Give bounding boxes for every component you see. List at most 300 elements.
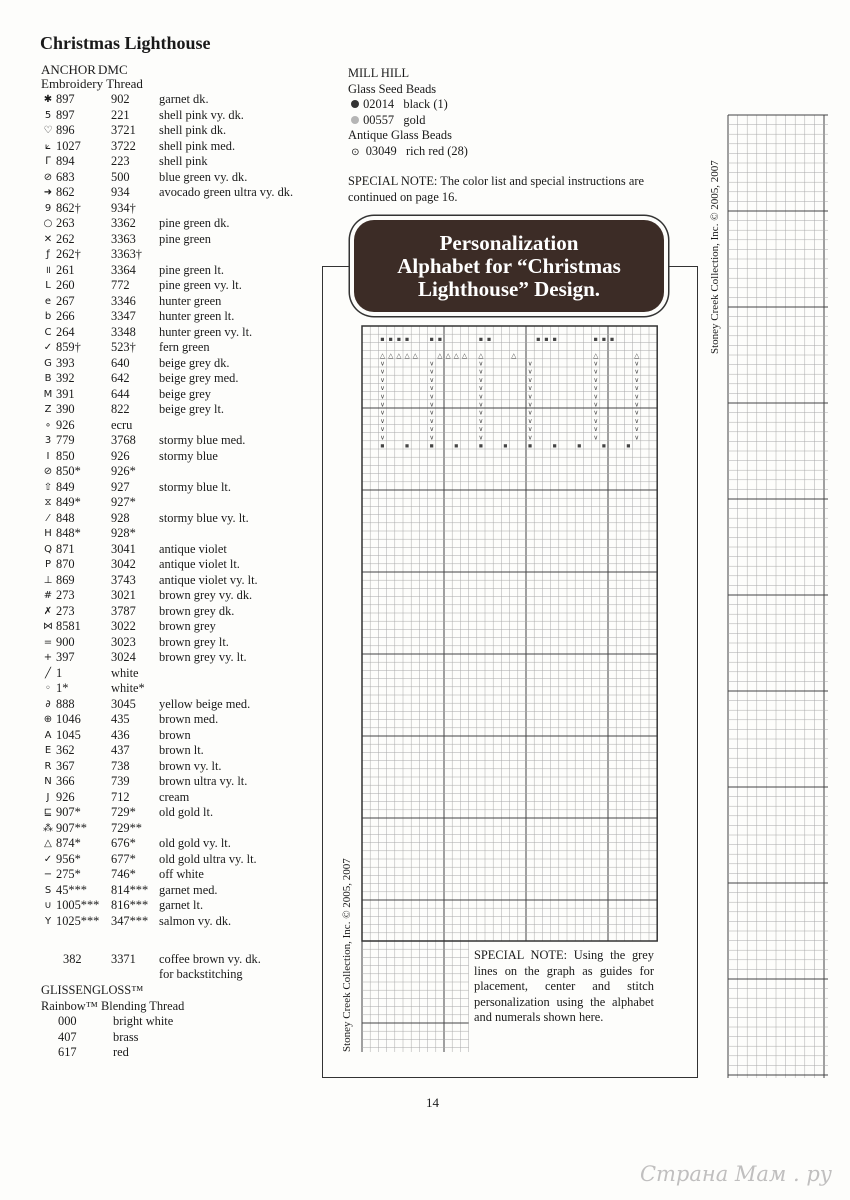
symbol-icon: B (44, 373, 52, 384)
dmc-header: DMC (98, 62, 128, 77)
svg-text:∨: ∨ (429, 408, 435, 417)
svg-text:∨: ∨ (478, 367, 484, 376)
dmc-code: 642 (111, 371, 130, 385)
svg-text:∨: ∨ (429, 384, 435, 393)
anchor-code: 870 (56, 557, 75, 571)
svg-text:∨: ∨ (429, 433, 435, 442)
dmc-code: 3347 (111, 309, 136, 323)
svg-text:▪: ▪ (544, 334, 549, 343)
color-name: cream (159, 789, 190, 804)
dmc-code: 822 (111, 402, 130, 416)
glissen-code: 000 (58, 1014, 77, 1028)
svg-text:△: △ (478, 351, 484, 360)
anchor-code: 849* (56, 495, 81, 509)
color-name: brown grey vy. dk. (159, 588, 253, 602)
anchor-code: 859† (56, 340, 81, 354)
svg-text:∨: ∨ (380, 433, 385, 442)
svg-text:∨: ∨ (478, 425, 484, 434)
bead-code: 03049 (365, 143, 397, 158)
color-name: beige grey med. (159, 371, 239, 385)
glissen-name: bright white (113, 1014, 174, 1028)
dmc-code: 3722 (111, 138, 136, 153)
svg-text:∨: ∨ (478, 400, 484, 409)
svg-text:∨: ∨ (634, 416, 640, 425)
color-name: brown grey dk. (159, 603, 235, 618)
dmc-code: 644 (111, 386, 130, 401)
anchor-code: 397 (56, 650, 75, 664)
dmc-code: 927* (111, 495, 136, 509)
svg-text:▪: ▪ (380, 334, 385, 343)
anchor-code: 907* (56, 805, 81, 819)
svg-text:▪: ▪ (429, 441, 434, 450)
anchor-code: 779 (56, 433, 75, 447)
svg-text:∨: ∨ (634, 408, 640, 417)
page-number: 14 (426, 1095, 439, 1110)
color-name: old gold vy. lt. (159, 836, 231, 850)
color-name: brown med. (159, 712, 219, 726)
anchor-code: 894 (56, 154, 75, 168)
page-title: Christmas Lighthouse (40, 33, 211, 53)
svg-text:∨: ∨ (429, 375, 435, 384)
color-name: stormy blue (159, 448, 218, 463)
svg-text:∨: ∨ (527, 359, 533, 368)
symbol-icon: ⊘ (43, 171, 53, 183)
dmc-code: 3024 (111, 650, 136, 664)
svg-text:△: △ (462, 351, 467, 360)
anchor-code: 266 (56, 309, 75, 323)
glissen-name: brass (113, 1029, 139, 1044)
svg-text:▪: ▪ (601, 334, 607, 343)
symbol-icon: 9 (44, 202, 52, 214)
personalization-banner (354, 220, 664, 312)
dmc-code: 3021 (111, 588, 136, 602)
color-name: hunter green lt. (159, 309, 235, 323)
svg-text:∨: ∨ (593, 392, 599, 401)
svg-text:∨: ∨ (634, 375, 640, 384)
mill-hill-subtitle: Glass Seed Beads (348, 81, 437, 96)
dmc-code: 3041 (111, 541, 136, 556)
svg-text:▪: ▪ (577, 441, 582, 450)
svg-text:∨: ∨ (527, 392, 533, 401)
anchor-code: 367 (56, 758, 75, 773)
symbol-icon: ∂ (45, 698, 51, 710)
svg-text:∨: ∨ (527, 416, 533, 425)
anchor-code: 262† (56, 247, 81, 261)
svg-text:∨: ∨ (380, 367, 385, 376)
color-name: hunter green vy. lt. (159, 324, 253, 339)
svg-text:▪: ▪ (626, 441, 631, 450)
color-name: fern green (159, 340, 210, 354)
symbol-icon: ⊑ (43, 807, 53, 818)
anchor-code: 862† (56, 200, 81, 215)
symbol-icon: ✱ (43, 94, 53, 105)
svg-text:∨: ∨ (593, 408, 599, 417)
anchor-code: 896 (56, 123, 75, 137)
color-name: garnet dk. (159, 92, 209, 106)
symbol-icon: H (44, 528, 52, 539)
symbol-icon: ✗ (43, 605, 53, 617)
svg-text:△: △ (593, 351, 599, 360)
color-name: shell pink med. (159, 138, 236, 153)
symbol-icon: C (44, 326, 52, 338)
symbol-icon: P (44, 559, 52, 570)
dmc-code: 3363 (111, 231, 136, 246)
svg-text:▪: ▪ (404, 334, 410, 343)
color-name: pine green dk. (159, 216, 230, 230)
dmc-code: 3042 (111, 557, 136, 571)
anchor-code: 848 (56, 510, 75, 525)
symbol-icon: G (44, 357, 52, 369)
svg-text:∨: ∨ (634, 400, 640, 409)
dmc-code: 3362 (111, 216, 136, 230)
symbol-icon: − (43, 869, 53, 880)
symbol-icon: A (44, 729, 52, 741)
dmc-code: 3363† (111, 247, 142, 261)
svg-text:△: △ (412, 351, 418, 360)
svg-text:▪: ▪ (486, 334, 492, 343)
color-name: shell pink (159, 154, 208, 168)
bead-name: rich red (28) (405, 143, 468, 158)
dmc-code: 3787 (111, 603, 136, 618)
symbol-icon: = (43, 636, 53, 648)
dmc-code: white* (111, 681, 145, 695)
dmc-code: 3045 (111, 696, 136, 711)
copyright-credit: Stoney Creek Collection, Inc. © 2005, 2007 (341, 858, 353, 1052)
svg-text:∨: ∨ (593, 425, 599, 434)
anchor-code: 849 (56, 479, 75, 494)
svg-text:∨: ∨ (380, 392, 385, 401)
svg-text:∨: ∨ (380, 384, 385, 393)
banner-line: Lighthouse” Design. (417, 277, 601, 301)
dmc-code: 3768 (111, 433, 136, 447)
svg-text:∨: ∨ (634, 425, 640, 434)
color-name: off white (159, 867, 204, 881)
anchor-code: 926 (56, 417, 75, 432)
svg-text:▪: ▪ (609, 334, 615, 343)
symbol-icon: ᒥ (45, 156, 51, 167)
svg-text:∨: ∨ (380, 425, 385, 434)
dmc-code: 814*** (111, 882, 149, 897)
svg-text:∨: ∨ (634, 367, 640, 376)
color-name: garnet lt. (159, 898, 204, 912)
anchor-code: 45*** (56, 882, 87, 897)
anchor-code: 267 (56, 293, 75, 308)
anchor-code: 1005*** (56, 898, 100, 912)
color-name: salmon vy. dk. (159, 913, 232, 928)
svg-text:∨: ∨ (429, 367, 435, 376)
symbol-icon: ✓ (43, 853, 53, 865)
color-name: blue green vy. dk. (159, 169, 248, 184)
anchor-code: 850 (56, 448, 75, 463)
svg-text:∨: ∨ (429, 392, 435, 401)
svg-text:∨: ∨ (478, 384, 484, 393)
symbol-icon: Y (44, 915, 52, 927)
anchor-code: 850* (56, 464, 81, 478)
anchor-code: 900 (56, 634, 75, 649)
symbol-icon: b (44, 311, 52, 322)
color-name: pine green lt. (159, 262, 225, 277)
dmc-code: 640 (111, 355, 130, 370)
symbol-icon: M (43, 388, 53, 400)
svg-text:∨: ∨ (527, 408, 533, 417)
symbol-icon: S (44, 884, 52, 896)
color-name: brown vy. lt. (159, 758, 222, 773)
svg-text:∨: ∨ (478, 375, 484, 384)
special-note-continued: SPECIAL NOTE: The color list and special instructions are continued on page 16. (348, 174, 644, 204)
symbol-icon: ƒ (46, 249, 50, 260)
svg-text:∨: ∨ (527, 400, 533, 409)
color-name: pine green vy. lt. (159, 278, 242, 292)
svg-text:∨: ∨ (527, 425, 533, 434)
symbol-icon: ⟀ (45, 140, 51, 152)
dmc-code: 729* (111, 805, 136, 819)
dmc-code: 927 (111, 479, 130, 494)
anchor-code: 683 (56, 169, 75, 184)
svg-text:∨: ∨ (380, 408, 385, 417)
symbol-icon: ✓ (43, 342, 53, 353)
svg-text:▪: ▪ (478, 334, 484, 343)
dmc-code: 3022 (111, 619, 136, 633)
svg-text:△: △ (634, 351, 640, 360)
svg-text:∨: ∨ (593, 400, 599, 409)
dmc-code: 435 (111, 712, 130, 726)
backstitch-anchor: 382 (63, 952, 82, 966)
anchor-code: 263 (56, 216, 75, 230)
symbol-icon: ∪ (44, 900, 52, 911)
anchor-code: 897 (56, 107, 75, 122)
symbol-icon: Z (44, 404, 52, 415)
symbol-icon: ✕ (43, 233, 53, 245)
symbol-icon: ╱ (44, 667, 52, 679)
banner-line: Alphabet for “Christmas (397, 254, 621, 278)
dmc-code: 3364 (111, 262, 136, 277)
svg-text:▪: ▪ (380, 441, 385, 450)
color-name: brown grey lt. (159, 634, 229, 649)
anchor-code: 907** (56, 820, 87, 835)
svg-text:∨: ∨ (429, 425, 435, 434)
color-name: avocado green ultra vy. dk. (159, 185, 294, 199)
bead-name: black (1) (403, 97, 448, 111)
special-note-grey-lines: SPECIAL NOTE: Using the grey lines on the graph as guides for placement, center and stitch personalization using the alphabet and numerals shown here. (474, 948, 654, 1025)
bead-code: 00557 (363, 112, 395, 127)
svg-text:∨: ∨ (527, 433, 533, 442)
dmc-code: 676* (111, 836, 136, 850)
svg-text:△: △ (404, 351, 410, 360)
symbol-icon: ➜ (43, 187, 53, 198)
anchor-code: 888 (56, 696, 75, 711)
svg-text:▪: ▪ (478, 441, 484, 450)
antique-title: Antique Glass Beads (348, 128, 452, 142)
anchor-code: 862 (56, 185, 75, 199)
color-name: pine green (159, 231, 211, 246)
symbol-icon: R (44, 760, 52, 772)
glissen-code: 407 (58, 1029, 77, 1044)
color-name: stormy blue vy. lt. (159, 510, 249, 525)
anchor-code: 1027 (56, 138, 81, 153)
svg-text:△: △ (511, 351, 517, 360)
svg-text:∨: ∨ (380, 400, 385, 409)
svg-text:▪: ▪ (388, 334, 393, 343)
anchor-code: 871 (56, 541, 75, 556)
anchor-code: 275* (56, 867, 81, 881)
symbol-icon: ⁂ (43, 822, 53, 834)
backstitch-name: coffee brown vy. dk. (159, 952, 261, 966)
svg-text:▪: ▪ (503, 441, 508, 450)
copyright-credit: Stoney Creek Collection, Inc. © 2005, 2007 (709, 160, 721, 354)
color-name: stormy blue med. (159, 433, 246, 447)
symbol-icon: J (46, 791, 50, 803)
dmc-code: 3346 (111, 293, 136, 308)
dmc-code: 928 (111, 510, 130, 525)
symbol-icon: ◦ (45, 683, 51, 694)
symbol-icon: ⊥ (43, 574, 53, 586)
anchor-code: 848* (56, 526, 81, 540)
svg-text:∨: ∨ (380, 375, 385, 384)
color-name: brown grey (159, 619, 216, 633)
symbol-icon: ⋈ (43, 621, 53, 632)
svg-text:▪: ▪ (527, 441, 533, 450)
svg-text:▪: ▪ (396, 334, 402, 343)
symbol-icon: ⁄ (47, 512, 49, 524)
glissen-code: 617 (58, 1045, 77, 1059)
color-name: old gold ultra vy. lt. (159, 851, 257, 866)
anchor-code: 1045 (56, 727, 81, 742)
color-name: antique violet (159, 541, 227, 556)
dmc-code: 223 (111, 154, 130, 168)
svg-text:∨: ∨ (527, 384, 533, 393)
dmc-code: white (111, 665, 139, 680)
anchor-code: 366 (56, 774, 75, 788)
svg-text:∨: ∨ (634, 433, 640, 442)
anchor-code: 393 (56, 355, 75, 370)
svg-text:▪: ▪ (429, 334, 434, 343)
anchor-code: 261 (56, 262, 75, 277)
svg-text:∨: ∨ (634, 392, 640, 401)
svg-text:∨: ∨ (634, 384, 640, 393)
dmc-code: 902 (111, 92, 130, 106)
dmc-code: 347*** (111, 913, 149, 928)
anchor-code: 869 (56, 572, 75, 587)
svg-text:∨: ∨ (478, 359, 484, 368)
color-name: hunter green (159, 293, 222, 308)
svg-text:∨: ∨ (593, 433, 599, 442)
color-name: brown lt. (159, 743, 204, 757)
symbol-icon: ⧖ (44, 497, 52, 508)
svg-text:▪: ▪ (437, 334, 443, 343)
dmc-code: 816*** (111, 898, 149, 912)
symbol-icon: E (44, 745, 52, 756)
anchor-header: ANCHOR (41, 62, 96, 77)
dmc-code: 437 (111, 743, 130, 757)
glissen-name: red (113, 1045, 129, 1059)
anchor-code: 273 (56, 588, 75, 602)
svg-text:▪: ▪ (454, 441, 459, 450)
anchor-code: 1 (56, 665, 63, 680)
symbol-icon: ○ (43, 218, 53, 229)
dmc-code: 928* (111, 526, 136, 540)
anchor-code: 926 (56, 789, 75, 804)
glissen-subtitle: Rainbow™ Blending Thread (41, 998, 185, 1013)
watermark: Страна Мам . ру (639, 1162, 832, 1186)
glissen-title: GLISSENGLOSS™ (41, 983, 144, 997)
svg-text:▪: ▪ (404, 441, 410, 450)
dmc-code: ecru (111, 417, 133, 432)
color-name: antique violet lt. (159, 557, 240, 571)
dmc-code: 729** (111, 820, 142, 835)
dmc-code: 772 (111, 278, 130, 292)
svg-text:▪: ▪ (552, 334, 557, 343)
mill-hill-title: MILL HILL (348, 66, 410, 80)
svg-text:∨: ∨ (478, 408, 484, 417)
color-name: old gold lt. (159, 805, 214, 819)
anchor-code: 260 (56, 278, 75, 292)
svg-text:∨: ∨ (634, 359, 640, 368)
color-name: yellow beige med. (159, 696, 251, 711)
dmc-code: 738 (111, 758, 130, 773)
svg-text:∨: ∨ (380, 416, 385, 425)
symbol-icon: ∘ (44, 419, 52, 431)
dmc-code: 677* (111, 851, 136, 866)
color-name: brown ultra vy. lt. (159, 774, 248, 788)
dmc-code: 523† (111, 340, 136, 354)
svg-text:△: △ (445, 351, 451, 360)
dmc-code: 712 (111, 789, 130, 804)
anchor-code: 392 (56, 371, 75, 385)
bead-code: 02014 (363, 97, 395, 111)
dmc-code: 934† (111, 200, 136, 215)
dmc-code: 926 (111, 448, 130, 463)
svg-text:∨: ∨ (380, 359, 385, 368)
symbol-icon: I (46, 450, 50, 462)
color-name: shell pink dk. (159, 123, 227, 137)
dmc-code: 436 (111, 727, 130, 742)
dmc-code: 926* (111, 464, 136, 478)
dmc-code: 3743 (111, 572, 136, 587)
svg-text:∨: ∨ (593, 384, 599, 393)
color-name: brown grey vy. lt. (159, 650, 247, 664)
svg-text:∨: ∨ (478, 433, 484, 442)
svg-text:∨: ∨ (429, 359, 435, 368)
anchor-code: 362 (56, 743, 75, 757)
color-name: brown (159, 727, 191, 742)
anchor-code: 262 (56, 231, 75, 246)
svg-text:▪: ▪ (536, 334, 541, 343)
anchor-code: 874* (56, 836, 81, 850)
svg-text:∨: ∨ (593, 416, 599, 425)
symbol-icon: ⊘ (43, 466, 53, 477)
anchor-code: 956* (56, 851, 81, 866)
symbol-icon: N (44, 776, 52, 787)
svg-text:△: △ (453, 351, 459, 360)
color-name: beige grey dk. (159, 355, 230, 370)
svg-text:▪: ▪ (601, 441, 607, 450)
anchor-code: 1025*** (56, 913, 100, 928)
anchor-code: 897 (56, 92, 75, 106)
svg-text:△: △ (396, 351, 402, 360)
banner-line: Personalization (439, 231, 579, 255)
anchor-code: 1* (56, 681, 69, 695)
symbol-icon: ⊕ (43, 714, 53, 725)
svg-text:∨: ∨ (478, 392, 484, 401)
dmc-code: 221 (111, 107, 130, 122)
dmc-code: 3023 (111, 634, 136, 649)
color-name: shell pink vy. dk. (159, 107, 244, 122)
svg-text:∨: ∨ (478, 416, 484, 425)
svg-text:∨: ∨ (593, 367, 599, 376)
anchor-code: 8581 (56, 619, 81, 633)
dmc-code: 739 (111, 774, 130, 788)
symbol-icon: 5 (44, 109, 52, 121)
